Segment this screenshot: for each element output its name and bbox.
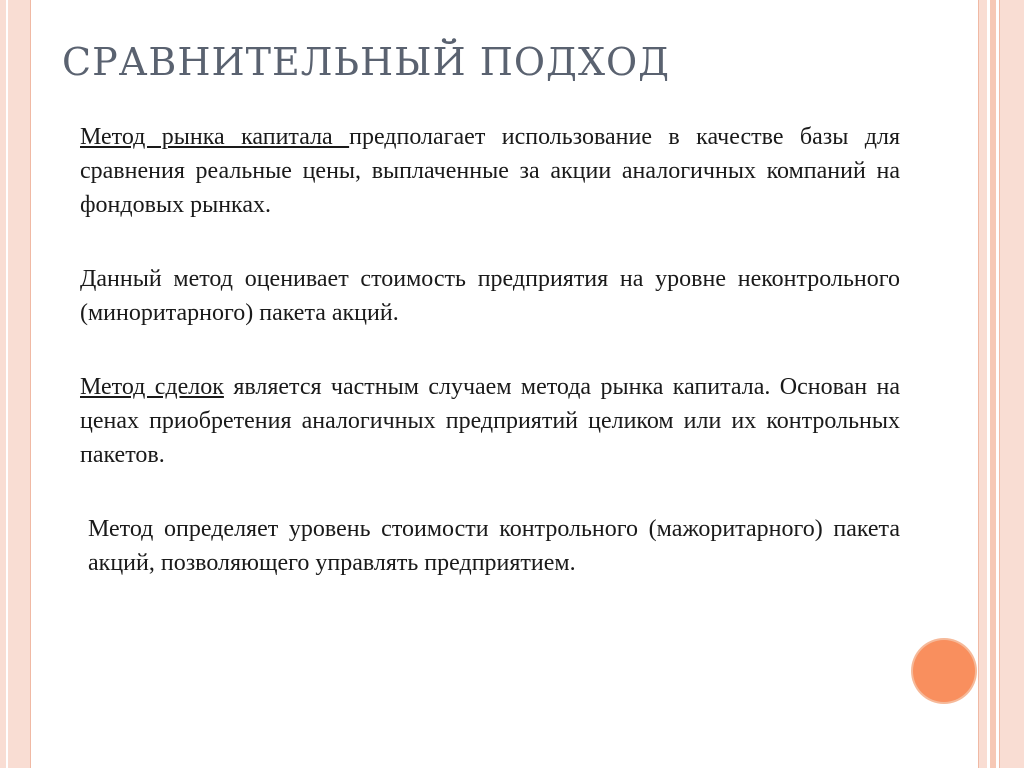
- left-band-line: [6, 0, 8, 768]
- paragraph-transactions-method: [80, 370, 900, 472]
- term-capital-market-method: Метод рынка капитала: [80, 124, 350, 150]
- left-decorative-band: [0, 0, 31, 768]
- term-transactions-method: Метод сделок: [80, 374, 224, 400]
- paragraph-1-text: предполагает использование в качестве базы для сравнения реальные цены, выплаченные за акции аналогичных компаний на фондовых рынках.: [80, 124, 900, 218]
- paragraph-4-text: Метод определяет уровень стоимости контрольного (мажоритарного) пакета акций, позволяющего управлять предприятием.: [88, 516, 900, 576]
- paragraph-controlling-stake: [80, 512, 900, 580]
- paragraph-capital-market-method: [80, 120, 900, 222]
- paragraph-3-text: является частным случаем метода рынка капитала. Основан на ценах приобретения аналогичных предприятий целиком или их контрольных пакетов.: [80, 374, 900, 468]
- accent-circle: [913, 640, 975, 702]
- slide-title: СРАВНИТЕЛЬНЫЙ ПОДХОД: [62, 40, 671, 84]
- paragraph-minority-stake: [80, 262, 900, 330]
- right-stripe-5: [999, 0, 1024, 768]
- paragraph-2-text: Данный метод оценивает стоимость предприятия на уровне неконтрольного (миноритарного) пакета акций.: [80, 266, 900, 326]
- right-stripe-1: [978, 0, 987, 768]
- slide-content: [80, 120, 900, 620]
